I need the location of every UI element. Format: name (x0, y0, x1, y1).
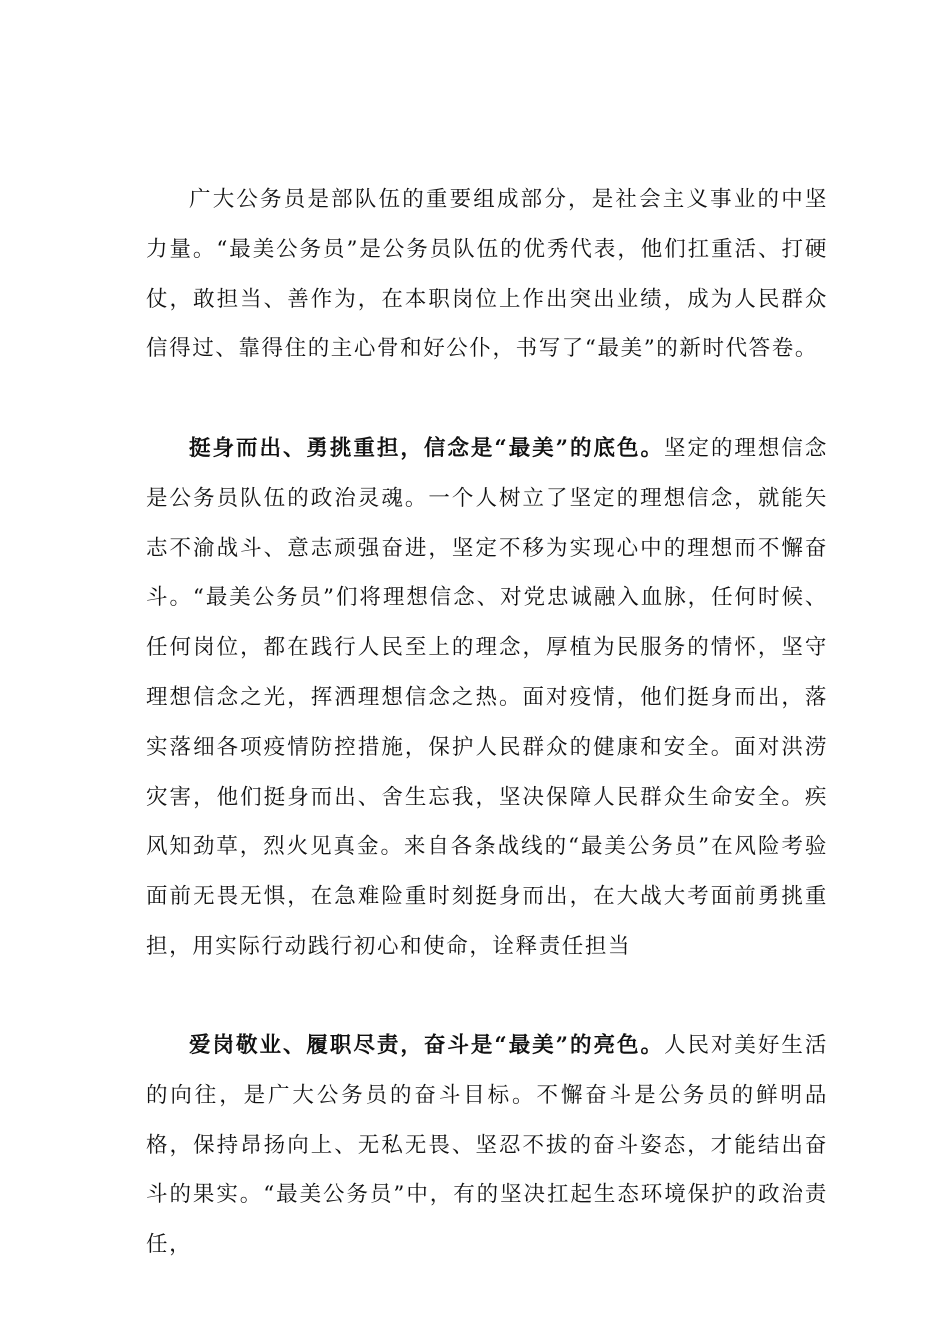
paragraph-lead: 爱岗敬业、履职尽责，奋斗是“最美”的亮色。 (189, 1033, 664, 1058)
paragraph-intro (146, 175, 828, 374)
paragraph-body: 人民对美好生活的向往，是广大公务员的奋斗目标。不懈奋斗是公务员的鲜明品格，保持昂扬向上、无私无畏、坚忍不拔的奋斗姿态，才能结出奋斗的果实。“最美公务员”中，有的坚决扛起生态环境保护的政治责任， (146, 1033, 828, 1258)
paragraph-lead: 挺身而出、勇挑重担，信念是“最美”的底色。 (189, 436, 664, 461)
paragraph-body: 广大公务员是部队伍的重要组成部分，是社会主义事业的中坚力量。“最美公务员”是公务员队伍的优秀代表，他们扛重活、打硬仗，敢担当、善作为，在本职岗位上作出突出业绩，成为人民群众信得过、靠得住的主心骨和好公仆，书写了“最美”的新时代答卷。 (146, 187, 828, 362)
paragraph-belief (146, 424, 828, 972)
paragraph-body: 坚定的理想信念是公务员队伍的政治灵魂。一个人树立了坚定的理想信念，就能矢志不渝战斗、意志顽强奋进，坚定不移为实现心中的理想而不懈奋斗。“最美公务员”们将理想信念、对党忠诚融入血脉，任何时候、任何岗位，都在践行人民至上的理念，厚植为民服务的情怀，坚守理想信念之光，挥洒理想信念之热。面对疫情，他们挺身而出，落实落细各项疫情防控措施，保护人民群众的健康和安全。面对洪涝灾害，他们挺身而出、舍生忘我，坚决保障人民群众生命安全。疾风知劲草，烈火见真金。来自各条战线的“最美公务员”在风险考验面前无畏无惧，在急难险重时刻挺身而出，在大战大考面前勇挑重担，用实际行动践行初心和使命，诠释责任担当 (146, 436, 828, 959)
paragraph-struggle (146, 1021, 828, 1270)
